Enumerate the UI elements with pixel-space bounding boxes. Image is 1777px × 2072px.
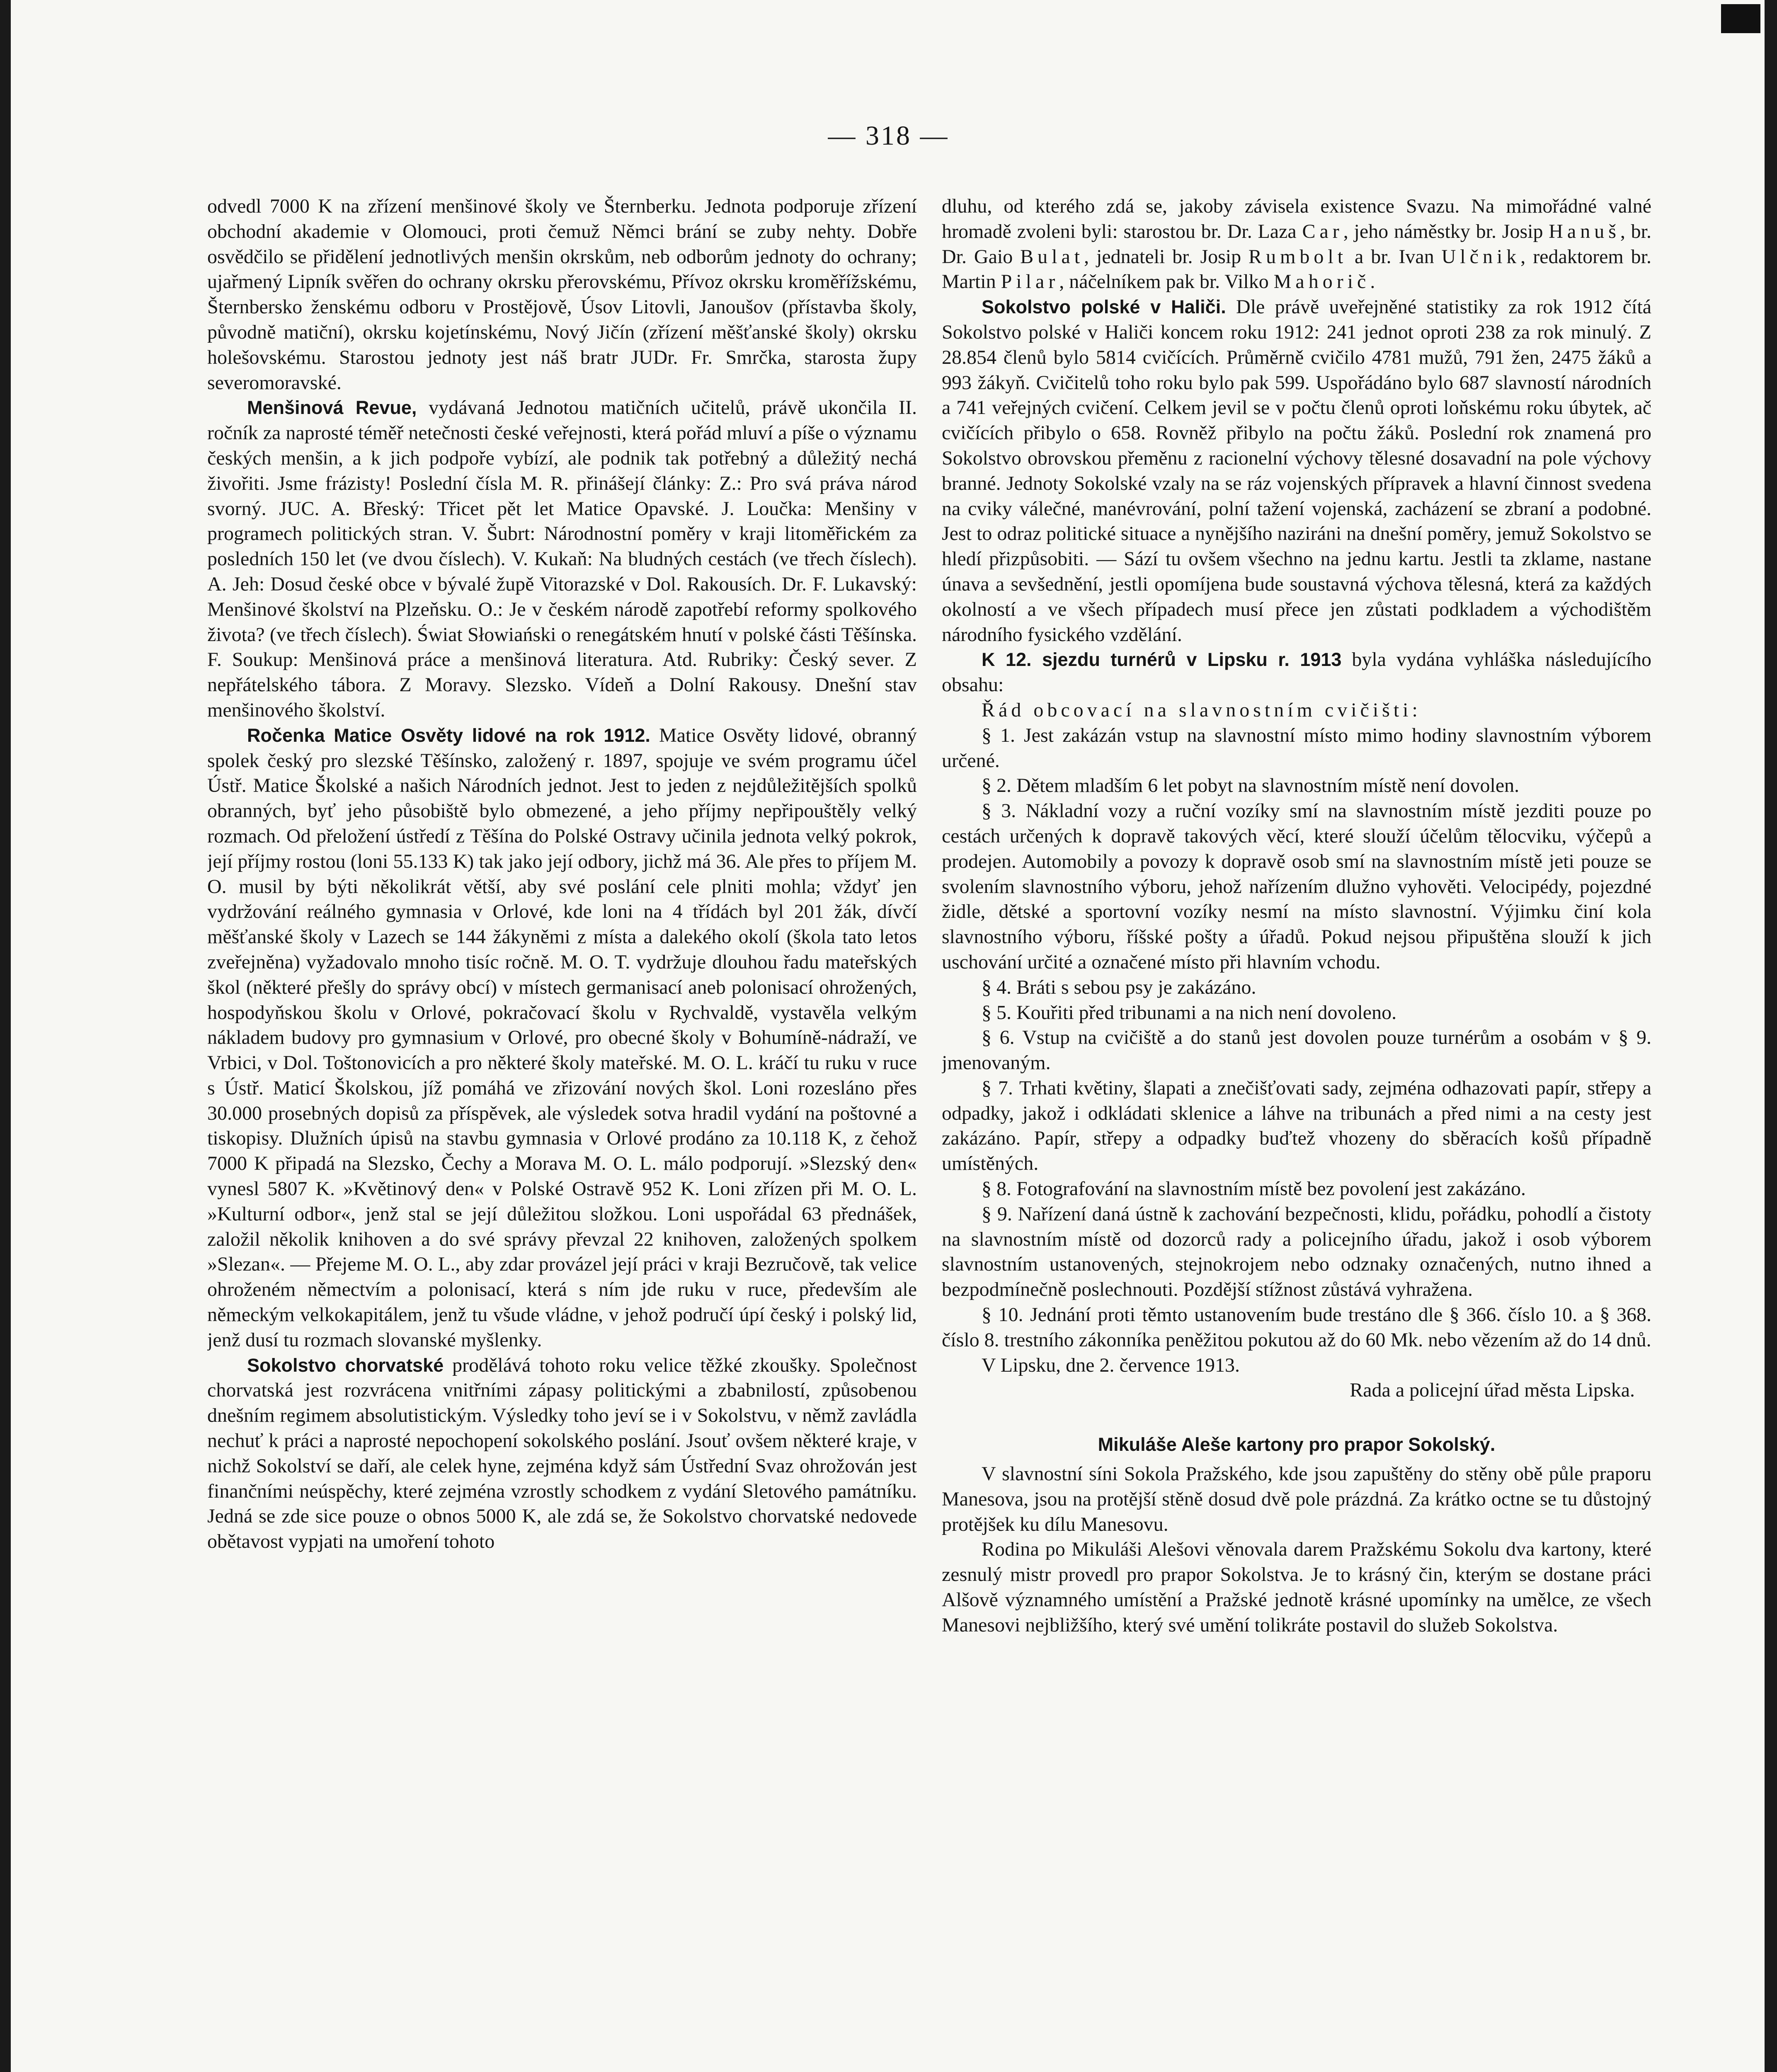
paragraph: V slavnostní síni Sokola Pražského, kde jsou zapuštěny do stěny obě půle praporu Manesova, jsou na protější stěně dosud dvě pole prázdná. Za krátko octne se tu důstojný protějšek ku dílu Manesovu. (942, 1463, 1651, 1535)
regulation-clause: § 7. Trhati květiny, šlapati a znečišťovati sady, zejména odhazovati papír, střepy a odpadky, jakož i odkládati sklenice a láhve na tribunách a před nimi a na cesty jest zakázáno. Papír, střepy a odpadky buďtež vhozeny do sběracích košů případně umístěných. (942, 1077, 1651, 1175)
paragraph-text: byla vydána vyhláška následujícího obsahu: (942, 649, 1651, 696)
scan-border-right (1765, 0, 1777, 2072)
person-name: Bulat (1020, 245, 1084, 268)
paragraph (942, 194, 1651, 295)
page-number: — 318 — (828, 121, 949, 151)
regulation-signature: Rada a policejní úřad města Lipska. (1350, 1379, 1635, 1402)
scan-border-left (0, 0, 11, 2072)
paragraph (942, 295, 1651, 647)
paragraph-text: vydávaná Jednotou matičních učitelů, právě ukončila II. ročník za naprosté téměř netečnosti české veřejnosti, která pořád mluví a píše o významu českých menšin, a k jich podpoře vybízí, ale podnik tak potřebný a důležitý nechá živořiti. Jsme frázisty! Poslední čísla M. R. přinášejí články: Z.: Pro svá práva národ svorný. JUC. A. Břeský: Třicet pět let Matice Opavské. J. Loučka: Menšiny v programech politických stran. V. Šubrt: Národnostní poměry v kraji litoměřickém za posledních 150 let (ve dvou číslech). V. Kukaň: Na bludných cestách (ve třech číslech). A. Jeh: Dosud české obce v bývalé župě Vitorazské v Dol. Rakousích. Dr. F. Lukavský: Menšinové školství na Plzeňsku. O.: Je v českém národě zapotřebí reformy spolkového života? (ve třech číslech). Świat Słowiański o renegátském hnutí v polské části Těšínska. F. Soukup: Menšinová práce a menšinová literatura. Atd. Rubriky: Český sever. Z nepřátelského tábora. Z Moravy. Slezsko. Vídeň a Dolní Rakousy. Dnešní stav menšinového školství. (207, 397, 917, 721)
person-name: Ulčnik (1441, 245, 1521, 268)
left-column (207, 194, 917, 2071)
regulation-title: Řád obcovací na slavnostním cvičišti: (982, 699, 1421, 721)
paragraph-text: . (1370, 271, 1375, 293)
paragraph-text: a br. Ivan (1347, 245, 1442, 268)
regulation-date: V Lipsku, dne 2. července 1913. (982, 1354, 1240, 1376)
paragraph-text: , br. Dr. Gaio (942, 220, 1651, 268)
paragraph-text: prodělává tohoto roku velice těžké zkoušky. Společnost chorvatská jest rozvrácena vnitřními zápasy politickými a zbabnilostí, způsobenou dnešním regimem absolutistickým. Výsledky toho jeví se i v Sokolstvu, v němž zavládla nechuť k práci a naprosté nepochopení sokolského poslání. Jsouť ovšem některé kraje, v nichž Sokolství se daří, ale celek hyne, zejména když sám Ústřední Svaz ohrožován jest finančními neúspěchy, které zejména vzrostly schodkem z vydání Sletového památníku. Jedná se zde sice pouze o obnos 5000 K, ale zdá se, že Sokolstvo chorvatské nedovede obětavost vypjati na umoření tohoto (207, 1354, 917, 1553)
paragraph (207, 723, 917, 1353)
paragraph: Rodina po Mikuláši Alešovi věnovala darem Pražskému Sokolu dva kartony, které zesnulý mistr provedl pro prapor Sokolstva. Je to krásný čin, kterým se dostane práci Alšově významného umístění a Pražské jednotě krásné upomínky na umělce, ze všech Manesovi nejbližšího, který své umění tolikráte postavil do služeb Sokolstva. (942, 1538, 1651, 1636)
regulation-clause: § 8. Fotografování na slavnostním místě bez povolení jest zakázáno. (982, 1178, 1526, 1200)
section-heading: Sokolstvo chorvatské (247, 1354, 444, 1376)
regulation-clause: § 10. Jednání proti těmto ustanovením bude trestáno dle § 366. číslo 10. a § 368. číslo 8. trestního zákonníka peněžitou pokutou až do 60 Mk. nebo vězením až do 14 dnů. (942, 1304, 1651, 1351)
paragraph (942, 647, 1651, 698)
paragraph-text: Matice Osvěty lidové, obranný spolek český pro slezské Těšínsko, založený r. 1897, spojuje ve svém programu účel Ústř. Matice Školské a našich Národních jednot. Jest to jeden z nejdůležitějších spolků obranných, byť jeho působiště bylo obmezené, a jeho příjmy nepřipouštěly velký rozmach. Od přeložení ústředí z Těšína do Polské Ostravy učinila jednota velký pokrok, její příjmy rostou (loni 55.133 K) tak jako její odbory, jichž má 36. Ale přes to příjem M. O. musil by býti několikrát větší, aby své poslání cele plniti mohla; vždyť jen vydržování reálného gymnasia v Orlové, kde loni na 4 třídách byl 201 žák, dívčí měšťanské školy v Lazech se 144 žákyněmi z místa a dalekého okolí (škola tato letos zveřejněna) vyžadovalo mnoho tisíc ročně. M. O. T. vydržuje dlouhou řadu mateřských škol (některé přešly do správy obcí) v místech germanisací aneb polonisací ohrožených, hospodyňskou školu v Orlové, pokračovací školu v Rychvaldě, vystavěla velkým nákladem budovy pro gymnasium v Orlové, pro obecné školy v Bohumíně-nádraží, ve Vrbici, v Dol. Toštonovicích a pro některé školy mateřské. M. O. L. kráčí tu ruku v ruce s Ústř. Maticí Školskou, jíž pomáhá ve zřizování nových škol. Loni rozesláno přes 30.000 prosebných dopisů za příspěvek, ale výsledek sotva hradil vydání na poštovné a tiskopisy. Dlužních úpisů na stavbu gymnasia v Orlové prodáno za 10.118 K, z čehož 7000 K připadá na Slezsko, Čechy a Morava M. O. L. málo podporují. »Slezský den« vynesl 5807 K. »Květinový den« v Polské Ostravě 952 K. Loni zřízen při M. O. L. »Kulturní odbor«, jenž stal se její důležitou složkou. Loni uspořádal 63 přednášek, založil několik knihoven a do své správy převzal 22 knihoven, založených spolkem »Slezan«. — Přejeme M. O. L., aby zdar provázel její práci v kraji Bezručově, tak velice ohroženém němectvím a polonisací, která s ním jde ruku v ruce, především ale německým velkokapitálem, jenž tu všude vládne, v jehož područí úpí český i polský lid, jenž dusí tu rozmach slovanské myšlenky. (207, 724, 917, 1351)
paragraph-text: , jednateli br. Josip (1084, 245, 1249, 268)
scan-corner-mark (1721, 4, 1760, 33)
paragraph-text: , jeho náměstky br. Josip (1343, 220, 1549, 242)
regulation-clause: § 6. Vstup na cvičiště a do stanů jest dovolen pouze turnérům a osobám v § 9. jmenovaným. (942, 1026, 1651, 1074)
article-heading (942, 1432, 1651, 1457)
paragraph-text: , náčelníkem pak br. Vilko (1059, 271, 1274, 293)
paragraph (207, 395, 917, 723)
person-name: Pilar (1001, 271, 1059, 293)
paragraph: odvedl 7000 K na zřízení menšinové školy ve Šternberku. Jednota podporuje zřízení obchodní akademie v Olomouci, proti čemuž Němci brání se zuby nehty. Dobře osvědčilo se přidělení jednotlivých menšin okrskům, neb odborům jednoty do ochrany; ujařmený Lipník svěřen do ochrany okrsku přerovskému, Přívoz okrsku kroměřížskému, Šternbersko ženskému odboru v Prostějově, Úsov Litovli, Janoušov (přístavba školy, původně matiční), okrsku kojetínskému, Nový Jičín (zřízení měšťanské školy) okrsku holešovskému. Starostou jednoty jest náš bratr JUDr. Fr. Smrčka, starosta župy severomoravské. (207, 195, 917, 394)
regulation-clause: § 3. Nákladní vozy a ruční vozíky smí na slavnostním místě jezditi pouze po cestách určených k dopravě takových věcí, které slouží účelům tělocviku, výčepů a prodejen. Automobily a povozy k dopravě osob smí na slavnostním místě jeti pouze se svolením slavnostního výboru, jehož nařízením dlužno vyhověti. Velocipédy, pojezdné židle, dětské a sportovní vozíky nesmí na místo slavnostní. Výjimku činí kola slavnostního výboru, říšské pošty a úřadů. Pokud nejsou připuštěna slouží k jich uschování určité a označené místo při hlavním vchodu. (942, 800, 1651, 973)
paragraph-text: Dle právě uveřejněné statistiky za rok 1912 čítá Sokolstvo polské v Haliči koncem roku 1912: 241 jednot oproti 238 za rok minulý. Z 28.854 členů bylo 5814 cvičících. Průměrně cvičilo 4781 mužů, 791 žen, 2475 žáků a 993 žákyň. Cvičitelů toho roku bylo pak 599. Uspořádáno bylo 687 slavností národních a 741 veřejných cvičení. Celkem jevil se v počtu členů oproti loňskému roku úbytek, ač cvičících přibylo o 658. Rovněž přibylo na počtu žáků. Poslední rok znamená pro Sokolstvo obrovskou přeměnu z racionelní výchovy tělesné dosavadní na pole výchovy branné. Jednoty Sokolské vzaly na se ráz vojenských přípravek a hlavní činnost svedena na cviky válečné, manévrování, polní tažení vojenská, zacházení se zbraní a podobné. Jest to odraz politické situace a nynějšího naziráni na dnešní poměry, jemuž Sokolstvo se hledí přizpůsobiti. — Sází tu ovšem všechno na jednu kartu. Jestli ta zklame, nastane únava a sevšednění, jestli opomíjena bude soustavná výchova tělesná, která za každých okolností a ve všech případech musí přece jen zůstati podkladem a východištěm národního fysického vzdělání. (942, 296, 1651, 646)
article-heading-text: Mikuláše Aleše kartony pro prapor Sokolský. (1098, 1434, 1496, 1455)
paragraph-text: , redaktorem br. Martin (942, 245, 1651, 293)
paragraph (207, 1353, 917, 1554)
section-heading: K 12. sjezdu turnérů v Lipsku r. 1913 (982, 649, 1342, 670)
section-heading: Sokolstvo polské v Haliči. (982, 296, 1226, 318)
section-heading: Menšinová Revue, (247, 397, 417, 419)
person-name: Rumbolt (1249, 245, 1348, 268)
person-name: Hanuš (1549, 220, 1620, 242)
regulation-clause: § 9. Nařízení daná ústně k zachování bezpečnosti, klidu, pořádku, pohodlí a čistoty na slavnostním místě od dozorců rady a policejního úřadu, jakož i osob výborem slavnostním ustanovených, stejnokrojem nebo odznaky označených, nutno ihned a bezpodmínečně poslechnouti. Pozdější stížnost zůstává vyhražena. (942, 1203, 1651, 1301)
regulation-clause: § 1. Jest zakázán vstup na slavnostní místo mimo hodiny slavnostním výborem určené. (942, 724, 1651, 772)
section-heading: Ročenka Matice Osvěty lidové na rok 1912. (247, 724, 650, 746)
right-column (942, 194, 1651, 2071)
paragraph-text: dluhu, od kterého zdá se, jakoby závisela existence Svazu. Na mimořádné valné hromadě zvoleni byli: starostou br. Dr. Laza (942, 195, 1651, 242)
person-name: Car (1302, 220, 1343, 242)
regulation-clause: § 4. Bráti s sebou psy je zakázáno. (982, 976, 1256, 998)
regulation-clause: § 2. Dětem mladším 6 let pobyt na slavnostním místě není dovolen. (982, 775, 1520, 797)
person-name: Mahorič (1273, 271, 1370, 293)
regulation-clause: § 5. Kouřiti před tribunami a na nich není dovoleno. (982, 1001, 1397, 1024)
